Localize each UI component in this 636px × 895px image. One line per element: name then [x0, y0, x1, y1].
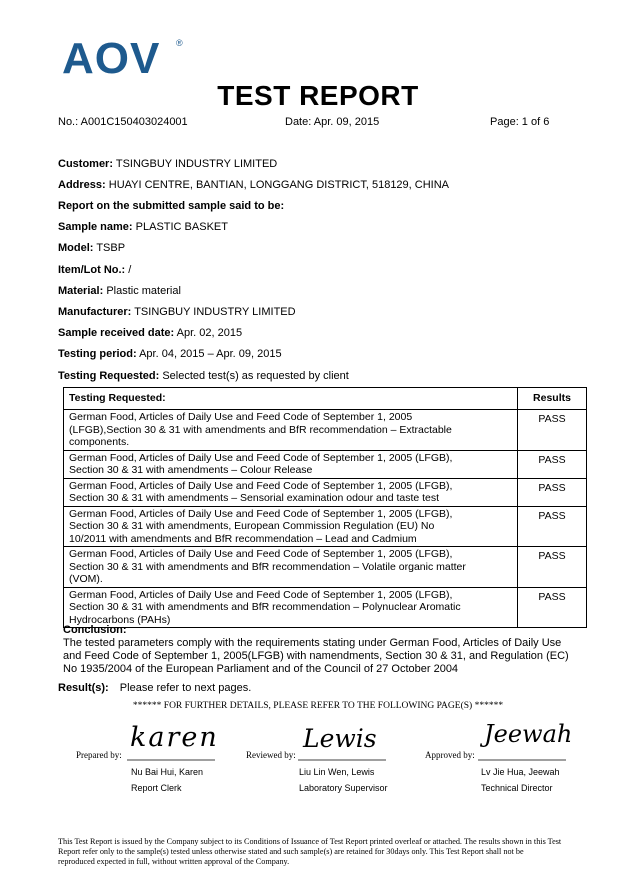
prepared-signature-line: [127, 758, 217, 762]
test-line: German Food, Articles of Daily Use and Feed Code of September 1, 2005: [69, 411, 413, 423]
item-lot-label: Item/Lot No.:: [58, 264, 126, 276]
received-date-field: [58, 327, 242, 339]
report-title: TEST REPORT: [217, 80, 419, 111]
test-line: (LFGB),Section 30 & 31 with amendments and BfR recommendation – Extractable: [69, 423, 452, 436]
test-line: 10/2011 with amendments and BfR recommendation – Lead and Cadmium: [69, 532, 417, 545]
prepared-title: Report Clerk: [131, 783, 182, 793]
footer-line: Report refer only to the sample(s) tested unless otherwise stated and such sample(s) are retained for 30days only. This Test Report shall not be: [58, 846, 524, 856]
table-row: [64, 410, 587, 451]
item-lot-value: /: [128, 264, 132, 276]
test-line: German Food, Articles of Daily Use and Feed Code of September 1, 2005 (LFGB),: [69, 588, 453, 601]
conclusion-line: The tested parameters comply with the requirements stating under German Food, Articles of Daily Use: [63, 637, 562, 649]
test-description: [64, 450, 518, 478]
test-line: components.: [69, 436, 130, 448]
header-results: Results: [518, 388, 587, 410]
test-line: (VOM).: [69, 573, 103, 585]
footer-disclaimer: [58, 837, 598, 866]
testing-period-label: Testing period:: [58, 348, 137, 360]
logo-text: AOV: [62, 35, 161, 80]
table-row: [64, 506, 587, 547]
test-line: German Food, Articles of Daily Use and Feed Code of September 1, 2005 (LFGB),: [69, 451, 453, 464]
test-line: German Food, Articles of Daily Use and Feed Code of September 1, 2005 (LFGB),: [69, 479, 453, 492]
reviewed-title: Laboratory Supervisor: [299, 783, 388, 793]
tests-table: [63, 387, 587, 628]
reviewed-signature: Lewis: [303, 724, 377, 753]
test-result: PASS: [518, 506, 587, 547]
conclusion-section: [63, 624, 593, 676]
received-date-value: Apr. 02, 2015: [176, 327, 243, 339]
table-row: [64, 450, 587, 478]
aov-logo: [62, 35, 192, 80]
result-field: [58, 682, 251, 694]
table-row: [64, 478, 587, 506]
test-line: Section 30 & 31 with amendments and BfR recommendation – Volatile organic matter: [69, 560, 466, 573]
sample-name-label: Sample name:: [58, 221, 133, 233]
testing-requested-value: Selected test(s) as requested by client: [162, 370, 349, 382]
prepared-signature: karen: [130, 722, 219, 753]
model-label: Model:: [58, 242, 94, 254]
address-field: [58, 179, 449, 191]
table-row: [64, 547, 587, 588]
test-result: PASS: [518, 547, 587, 588]
sample-name-value: PLASTIC BASKET: [135, 221, 228, 233]
approved-by-label: Approved by:: [425, 750, 475, 760]
result-label: Result(s):: [58, 682, 109, 694]
material-label: Material:: [58, 285, 104, 297]
test-result: PASS: [518, 478, 587, 506]
reviewed-name: Liu Lin Wen, Lewis: [299, 767, 375, 777]
test-result: PASS: [518, 410, 587, 451]
manufacturer-field: [58, 306, 296, 318]
testing-period-value: Apr. 04, 2015 – Apr. 09, 2015: [139, 348, 282, 360]
prepared-name: Nu Bai Hui, Karen: [131, 767, 204, 777]
report-number: No.: A001C150403024001: [58, 116, 188, 128]
test-description: [64, 587, 518, 628]
page-number: Page: 1 of 6: [490, 116, 550, 128]
test-line: Section 30 & 31 with amendments – Colour Release: [69, 464, 313, 476]
testing-requested-label: Testing Requested:: [58, 370, 160, 382]
model-value: TSBP: [96, 242, 126, 254]
report-date: Date: Apr. 09, 2015: [285, 116, 380, 128]
manufacturer-label: Manufacturer:: [58, 306, 132, 318]
approved-title: Technical Director: [481, 783, 553, 793]
testing-requested-field: [58, 370, 349, 382]
test-description: [64, 410, 518, 451]
approved-signature-line: [478, 758, 568, 762]
test-line: German Food, Articles of Daily Use and Feed Code of September 1, 2005 (LFGB),: [69, 548, 453, 560]
model-field: [58, 242, 125, 254]
approved-name: Lv Jie Hua, Jeewah: [481, 767, 560, 777]
approved-signature: Jeewah: [484, 720, 573, 748]
item-lot-field: [58, 264, 131, 276]
test-description: [64, 478, 518, 506]
test-result: PASS: [518, 450, 587, 478]
test-line: Section 30 & 31 with amendments and BfR recommendation – Polynuclear Aromatic: [69, 601, 461, 613]
test-line: Hydrocarbons (PAHs): [69, 613, 171, 626]
material-field: [58, 285, 181, 297]
test-description: [64, 506, 518, 547]
logo-registered-mark: ®: [176, 38, 183, 48]
received-date-label: Sample received date:: [58, 327, 175, 339]
further-details-note: ****** FOR FURTHER DETAILS, PLEASE REFER TO THE FOLLOWING PAGE(S) ******: [132, 701, 504, 711]
testing-period-field: [58, 348, 282, 360]
customer-label: Customer:: [58, 158, 114, 170]
result-value: Please refer to next pages.: [119, 682, 252, 694]
conclusion-line: and Feed Code of September 1, 2005(LFGB) with namendments, Section 30 & 31, and Regulation (EC): [63, 650, 569, 662]
test-line: Section 30 & 31 with amendments, European Commission Regulation (EU) No: [69, 520, 435, 532]
conclusion-line: No 1935/2004 of the European Parliament and of the Council of 27 October 2004: [63, 663, 459, 675]
test-result: PASS: [518, 587, 587, 628]
address-label: Address:: [58, 179, 106, 191]
header-testing-requested: Testing Requested:: [64, 388, 518, 410]
report-on-label: Report on the submitted sample said to be:: [58, 200, 285, 212]
table-header-row: [64, 388, 587, 410]
footer-line: This Test Report is issued by the Company subject to its Conditions of Issuance of Test Report printed overleaf or attached. The results shown in this Test: [58, 837, 562, 846]
customer-value: TSINGBUY INDUSTRY LIMITED: [115, 158, 278, 170]
sample-name-field: [58, 221, 228, 233]
report-on-field: [58, 200, 284, 212]
conclusion-label: Conclusion:: [63, 624, 127, 636]
manufacturer-value: TSINGBUY INDUSTRY LIMITED: [134, 306, 296, 318]
test-description: [64, 547, 518, 588]
address-value: HUAYI CENTRE, BANTIAN, LONGGANG DISTRICT, 518129, CHINA: [108, 179, 450, 191]
prepared-by-label: Prepared by:: [76, 750, 122, 760]
footer-line: reproduced expected in full, without written approval of the Company.: [58, 856, 290, 866]
table-row: [64, 587, 587, 628]
test-line: Section 30 & 31 with amendments – Sensorial examination odour and taste test: [69, 492, 440, 504]
test-line: German Food, Articles of Daily Use and Feed Code of September 1, 2005 (LFGB),: [69, 507, 453, 520]
reviewed-signature-line: [298, 758, 388, 762]
reviewed-by-label: Reviewed by:: [246, 750, 296, 760]
material-value: Plastic material: [106, 285, 181, 297]
customer-field: [58, 158, 277, 170]
